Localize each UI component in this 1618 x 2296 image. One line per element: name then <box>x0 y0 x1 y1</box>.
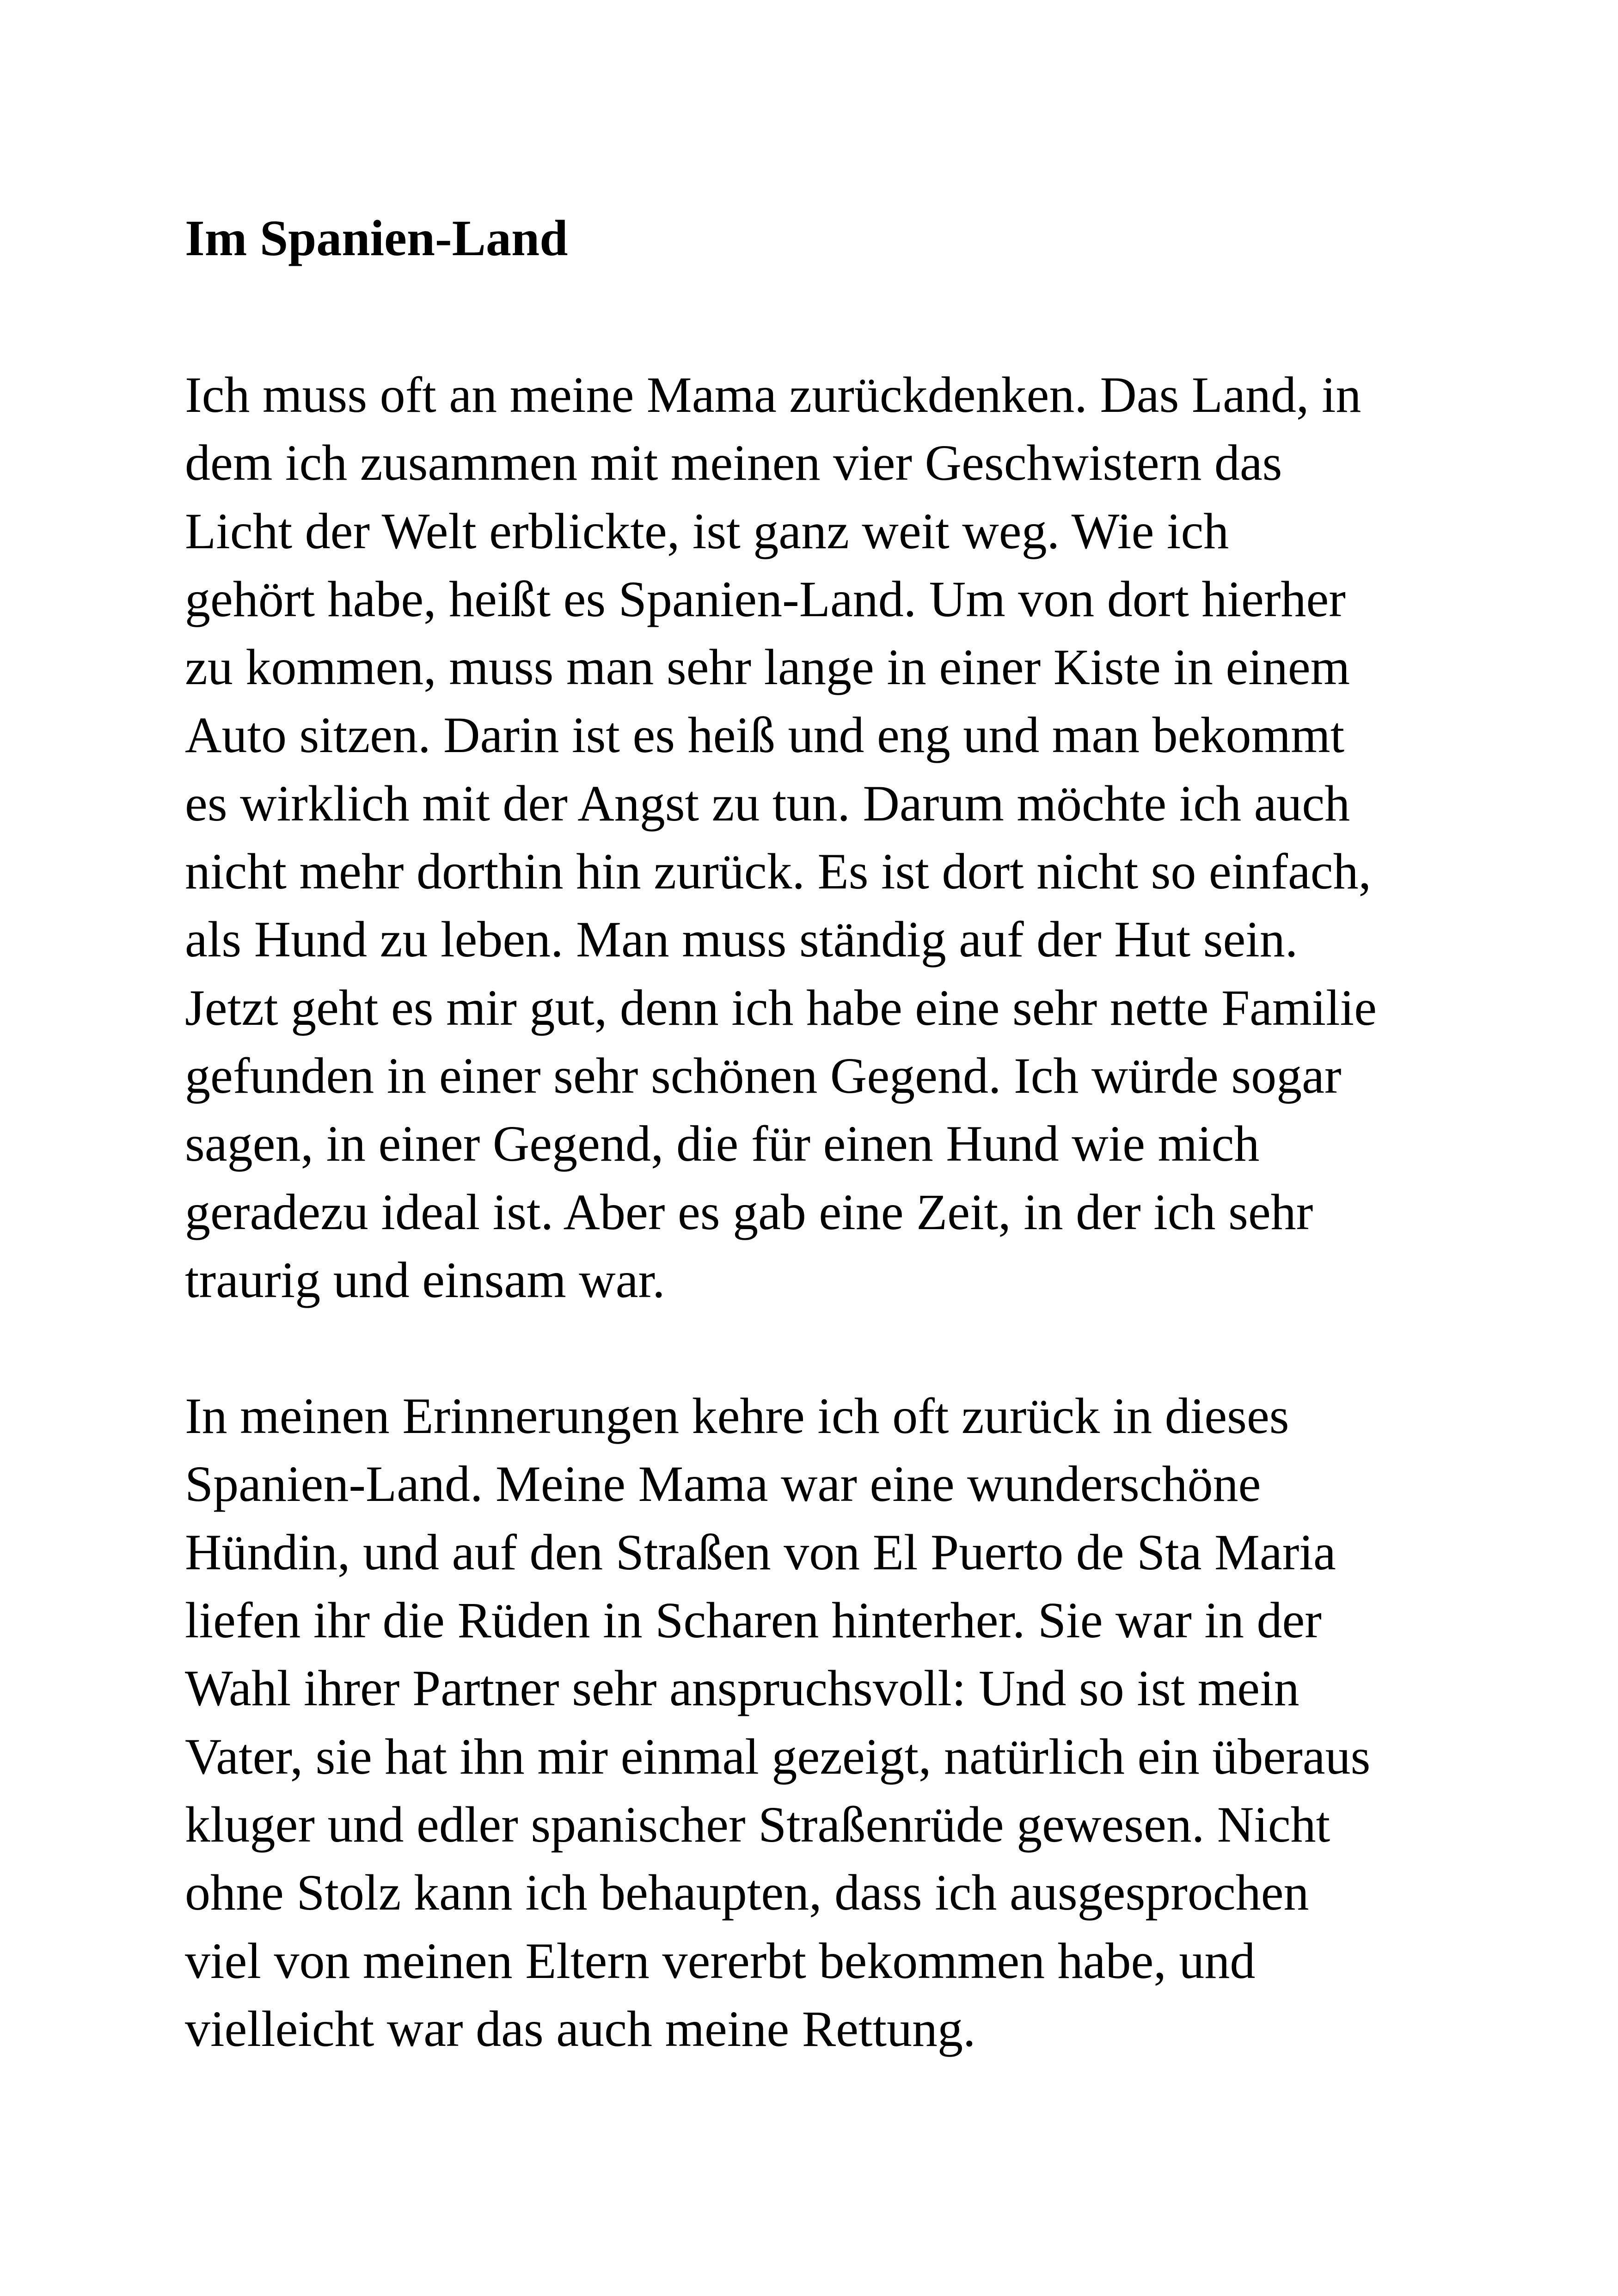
text-line: gefunden in einer sehr schönen Gegend. Ich würde sogar <box>185 1047 1342 1104</box>
text-line: liefen ihr die Rüden in Scharen hinterher. Sie war in der <box>185 1592 1322 1649</box>
text-line: viel von meinen Eltern vererbt bekommen habe, und <box>185 1932 1256 1989</box>
text-line: Wahl ihrer Partner sehr anspruchsvoll: Und so ist mein <box>185 1660 1299 1717</box>
text-line: dem ich zusammen mit meinen vier Geschwistern das <box>185 435 1282 491</box>
text-line: kluger und edler spanischer Straßenrüde gewesen. Nicht <box>185 1796 1330 1853</box>
text-line: vielleicht war das auch meine Rettung. <box>185 2000 976 2057</box>
text-line: nicht mehr dorthin hin zurück. Es ist dort nicht so einfach, <box>185 843 1372 900</box>
text-line: als Hund zu leben. Man muss ständig auf der Hut sein. <box>185 911 1298 968</box>
text-line: In meinen Erinnerungen kehre ich oft zurück in dieses <box>185 1388 1289 1445</box>
paragraph-2 <box>185 1382 1526 2063</box>
text-line: Auto sitzen. Darin ist es heiß und eng und man bekommt <box>185 707 1345 764</box>
page-title: Im Spanien-Land <box>185 210 568 266</box>
text-line: es wirklich mit der Angst zu tun. Darum möchte ich auch <box>185 775 1350 832</box>
text-line: geradezu ideal ist. Aber es gab eine Zeit, in der ich sehr <box>185 1183 1313 1240</box>
document-body <box>185 206 1526 2063</box>
text-line: Vater, sie hat ihn mir einmal gezeigt, natürlich ein überaus <box>185 1728 1371 1785</box>
text-line: traurig und einsam war. <box>185 1251 665 1308</box>
paragraph-1 <box>185 361 1526 1314</box>
text-line: Licht der Welt erblickte, ist ganz weit weg. Wie ich <box>185 502 1229 559</box>
text-line: sagen, in einer Gegend, die für einen Hund wie mich <box>185 1115 1260 1172</box>
text-line: Jetzt geht es mir gut, denn ich habe eine sehr nette Familie <box>185 979 1377 1036</box>
text-line: Spanien-Land. Meine Mama war eine wunderschöne <box>185 1456 1261 1512</box>
text-line: ohne Stolz kann ich behaupten, dass ich ausgesprochen <box>185 1864 1309 1921</box>
text-line: gehört habe, heißt es Spanien-Land. Um von dort hierher <box>185 570 1346 627</box>
text-line: Hündin, und auf den Straßen von El Puerto de Sta Maria <box>185 1524 1336 1580</box>
text-line: zu kommen, muss man sehr lange in einer Kiste in einem <box>185 639 1350 696</box>
text-line: Ich muss oft an meine Mama zurückdenken. Das Land, in <box>185 367 1361 423</box>
